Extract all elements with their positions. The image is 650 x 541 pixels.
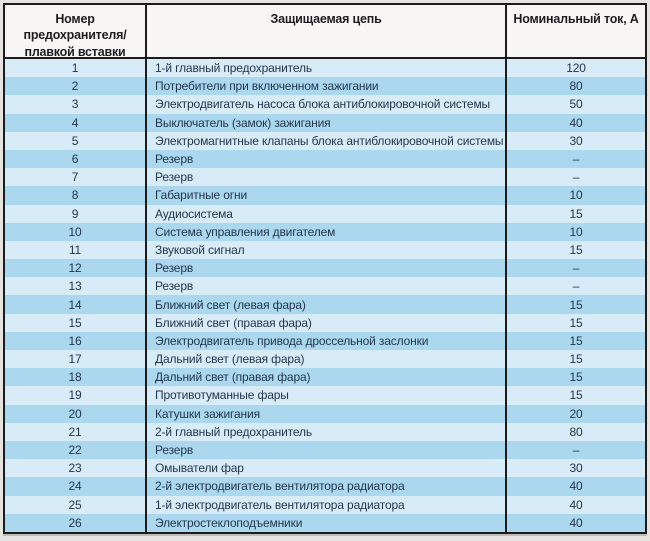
table-row <box>5 205 645 223</box>
nominal-current-cell: 80 <box>569 424 583 439</box>
fuse-number-cell: 20 <box>68 406 82 421</box>
nominal-current-cell: 40 <box>569 515 583 530</box>
protected-circuit-cell: Резерв <box>145 441 507 459</box>
protected-circuit-cell: Электродвигатель насоса блока антиблокировочной системы <box>145 95 507 113</box>
header-protected-circuit: Защищаемая цепь <box>145 5 507 60</box>
fuse-number-cell: 1 <box>71 61 79 76</box>
fuse-number-cell: 3 <box>71 97 79 112</box>
protected-circuit-cell: Электростеклоподъемники <box>145 514 507 532</box>
protected-circuit-cell: Потребители при включенном зажигании <box>145 77 507 95</box>
fuse-number-cell: 12 <box>68 261 82 276</box>
nominal-current-cell: 20 <box>569 406 583 421</box>
protected-circuit-cell: Резерв <box>145 277 507 295</box>
nominal-current-cell: – <box>572 443 580 458</box>
fuse-number-cell: 24 <box>68 479 82 494</box>
protected-circuit-cell: Габаритные огни <box>145 186 507 204</box>
table-row <box>5 514 645 532</box>
fuse-number-cell: 23 <box>68 461 82 476</box>
protected-circuit-cell: Электродвигатель привода дроссельной заслонки <box>145 332 507 350</box>
nominal-current-cell: 15 <box>569 242 583 257</box>
protected-circuit-cell: Ближний свет (правая фара) <box>145 314 507 332</box>
protected-circuit-cell: Дальний свет (левая фара) <box>145 350 507 368</box>
nominal-current-cell: 50 <box>569 97 583 112</box>
header-fuse-number: Номер предохранителя/ плавкой вставки <box>23 12 127 59</box>
nominal-current-cell: – <box>572 152 580 167</box>
protected-circuit-cell: Ближний свет (левая фара) <box>145 295 507 313</box>
table-row <box>5 168 645 186</box>
table-row <box>5 350 645 368</box>
table-row <box>5 441 645 459</box>
nominal-current-cell: 15 <box>569 297 583 312</box>
fuse-table <box>3 3 647 534</box>
fuse-number-cell: 10 <box>68 224 82 239</box>
header-nominal-current: Номинальный ток, А <box>513 12 639 26</box>
nominal-current-cell: – <box>572 279 580 294</box>
fuse-number-cell: 11 <box>68 242 82 257</box>
protected-circuit-cell: Выключатель (замок) зажигания <box>145 114 507 132</box>
table-row <box>5 459 645 477</box>
protected-circuit-cell: 1-й электродвигатель вентилятора радиатора <box>145 496 507 514</box>
protected-circuit-cell: 2-й главный предохранитель <box>145 423 507 441</box>
protected-circuit-cell: Резерв <box>145 259 507 277</box>
table-row <box>5 496 645 514</box>
table-row <box>5 241 645 259</box>
nominal-current-cell: 40 <box>569 497 583 512</box>
fuse-number-cell: 21 <box>68 424 82 439</box>
protected-circuit-cell: Аудиосистема <box>145 205 507 223</box>
table-row <box>5 186 645 204</box>
fuse-number-cell: 25 <box>68 497 82 512</box>
nominal-current-cell: 15 <box>569 333 583 348</box>
protected-circuit-cell: Резерв <box>145 150 507 168</box>
table-row <box>5 114 645 132</box>
nominal-current-cell: 15 <box>569 352 583 367</box>
nominal-current-cell: 15 <box>569 206 583 221</box>
fuse-number-cell: 2 <box>71 79 79 94</box>
fuse-number-cell: 19 <box>68 388 82 403</box>
table-body <box>5 59 645 532</box>
fuse-number-cell: 14 <box>68 297 82 312</box>
table-row <box>5 314 645 332</box>
table-row <box>5 150 645 168</box>
fuse-number-cell: 5 <box>71 133 79 148</box>
table-row <box>5 332 645 350</box>
protected-circuit-cell: Омыватели фар <box>145 459 507 477</box>
nominal-current-cell: 40 <box>569 479 583 494</box>
fuse-number-cell: 18 <box>68 370 82 385</box>
table-row <box>5 77 645 95</box>
protected-circuit-cell: 1-й главный предохранитель <box>145 59 507 77</box>
fuse-number-cell: 22 <box>68 443 82 458</box>
nominal-current-cell: 15 <box>569 388 583 403</box>
nominal-current-cell: 10 <box>569 224 583 239</box>
table-row <box>5 295 645 313</box>
table-row <box>5 277 645 295</box>
table-row <box>5 477 645 495</box>
nominal-current-cell: 120 <box>566 61 586 76</box>
table-row <box>5 59 645 77</box>
table-row <box>5 405 645 423</box>
protected-circuit-cell: Звуковой сигнал <box>145 241 507 259</box>
nominal-current-cell: 15 <box>569 315 583 330</box>
nominal-current-cell: – <box>572 170 580 185</box>
table-row <box>5 386 645 404</box>
fuse-number-cell: 6 <box>71 152 79 167</box>
fuse-number-cell: 13 <box>68 279 82 294</box>
protected-circuit-cell: Катушки зажигания <box>145 405 507 423</box>
nominal-current-cell: – <box>572 261 580 276</box>
nominal-current-cell: 15 <box>569 370 583 385</box>
fuse-number-cell: 17 <box>68 352 82 367</box>
protected-circuit-cell: Электромагнитные клапаны блока антиблокировочной системы <box>145 132 507 150</box>
fuse-number-cell: 8 <box>71 188 79 203</box>
table-row <box>5 223 645 241</box>
fuse-number-cell: 26 <box>68 515 82 530</box>
table-row <box>5 423 645 441</box>
protected-circuit-cell: Дальний свет (правая фара) <box>145 368 507 386</box>
nominal-current-cell: 30 <box>569 133 583 148</box>
table-header-row <box>5 5 645 59</box>
nominal-current-cell: 80 <box>569 79 583 94</box>
nominal-current-cell: 40 <box>569 115 583 130</box>
fuse-number-cell: 7 <box>71 170 79 185</box>
protected-circuit-cell: Противотуманные фары <box>145 386 507 404</box>
table-row <box>5 95 645 113</box>
fuse-number-cell: 9 <box>71 206 79 221</box>
protected-circuit-cell: 2-й электродвигатель вентилятора радиатора <box>145 477 507 495</box>
fuse-number-cell: 15 <box>68 315 82 330</box>
fuse-number-cell: 4 <box>71 115 79 130</box>
table-row <box>5 368 645 386</box>
table-row <box>5 259 645 277</box>
nominal-current-cell: 30 <box>569 461 583 476</box>
protected-circuit-cell: Система управления двигателем <box>145 223 507 241</box>
fuse-number-cell: 16 <box>68 333 82 348</box>
nominal-current-cell: 10 <box>569 188 583 203</box>
table-row <box>5 132 645 150</box>
protected-circuit-cell: Резерв <box>145 168 507 186</box>
